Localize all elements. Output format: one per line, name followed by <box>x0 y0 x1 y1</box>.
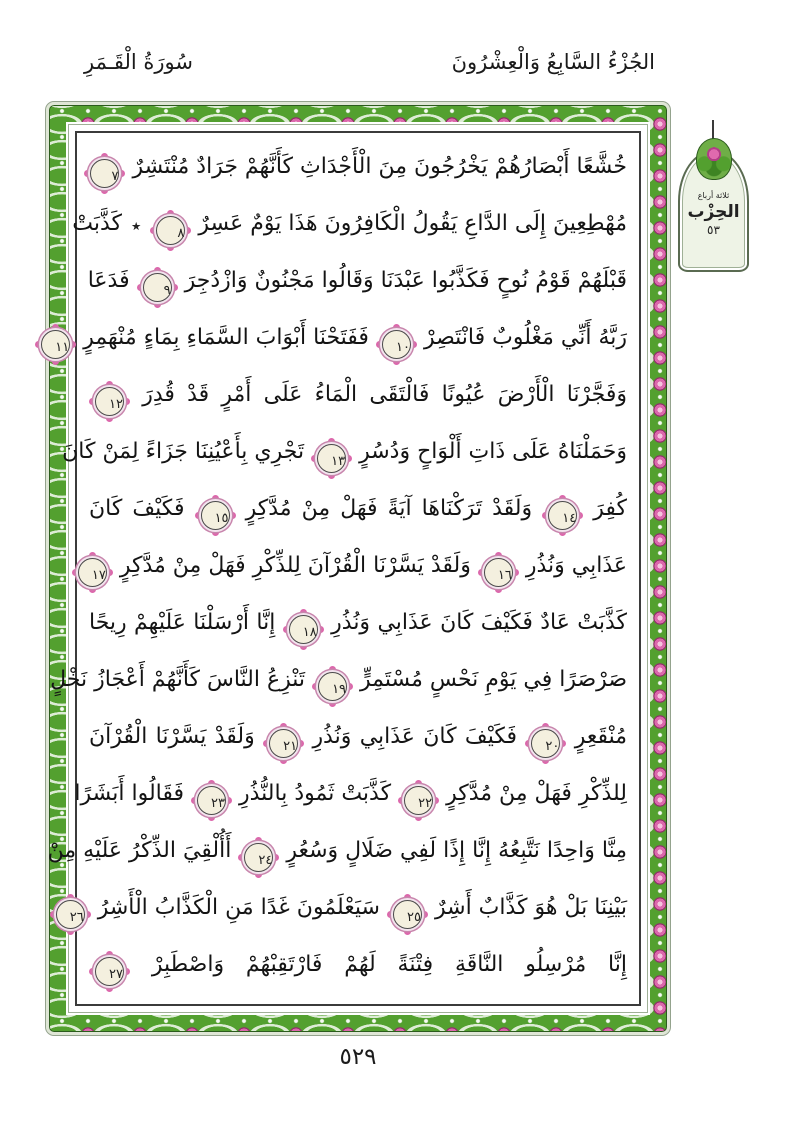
ayah-number: ٨ <box>177 226 185 241</box>
ayah-number: ١٥ <box>214 511 229 526</box>
verse-text: سَيَعْلَمُونَ غَدًا مَنِ الْكَذَّابُ الْأَشِرُ <box>97 895 380 920</box>
mushaf-line <box>62 423 627 480</box>
ayah-end-rosette-marker <box>318 672 347 701</box>
ayah-number: ١١ <box>55 340 70 355</box>
hizb-fraction-label: ثلاثة أرباع <box>697 191 730 200</box>
verse-text: إِنَّا أَرْسَلْنَا عَلَيْهِمْ رِيحًا <box>89 610 276 635</box>
verse-text: كَذَّبَتْ <box>72 211 122 236</box>
ayah-number: ٢٧ <box>109 967 123 982</box>
mushaf-line <box>89 936 627 993</box>
ayah-number: ١٢ <box>109 397 123 412</box>
verse-text: وَحَمَلْنَاهُ عَلَى ذَاتِ أَلْوَاحٍ وَدُسُرٍ <box>359 439 627 464</box>
ayah-end-rosette-marker <box>95 957 124 986</box>
ayah-number: ٢٥ <box>407 910 421 925</box>
verse-text: مُنْقَعِرٍ <box>574 724 628 749</box>
mushaf-line <box>89 138 627 195</box>
ayah-number: ٢٣ <box>211 796 225 811</box>
mushaf-line <box>89 480 627 537</box>
mushaf-line <box>50 651 627 708</box>
verse-text: تَنْزِعُ النَّاسَ كَأَنَّهُمْ أَعْجَازُ نَخْلٍ <box>50 667 306 692</box>
verse-text: صَرْصَرًا فِي يَوْمِ نَحْسٍ مُسْتَمِرٍّ <box>360 667 627 692</box>
hizb-number: ٥٣ <box>707 223 720 237</box>
ayah-end-rosette-marker <box>56 900 85 929</box>
ayah-end-rosette-marker <box>289 615 318 644</box>
ornamental-floral-border <box>46 102 670 1035</box>
verse-text: وَفَجَّرْنَا الْأَرْضَ عُيُونًا فَالْتَقَى الْمَاءُ عَلَى أَمْرٍ قَدْ قُدِرَ <box>142 382 628 407</box>
verse-text: لِلذِّكْرِ فَهَلْ مِنْ مُدَّكِرٍ <box>446 781 627 806</box>
text-frame <box>47 131 641 1006</box>
verse-text: وَلَقَدْ يَسَّرْنَا الْقُرْآنَ لِلذِّكْرِ فَهَلْ مِنْ مُدَّكِرٍ <box>119 553 471 578</box>
ayah-number: ٢٠ <box>545 739 560 754</box>
ayah-number: ١٤ <box>562 511 577 526</box>
ayah-end-rosette-marker <box>404 786 433 815</box>
verse-text: فَدَعَا <box>87 268 130 293</box>
ayah-number: ٢٢ <box>418 796 433 811</box>
mushaf-lines <box>47 133 639 1004</box>
mushaf-line <box>89 252 627 309</box>
ayah-number: ١٦ <box>497 568 512 583</box>
ayah-end-rosette-marker <box>244 843 273 872</box>
ayah-number: ٢١ <box>283 739 298 754</box>
verse-text: رَبَّهُ أَنِّي مَغْلُوبٌ فَانْتَصِرْ <box>423 325 627 350</box>
verse-text: عَذَابِي وَنُذُرِ <box>525 553 627 578</box>
ayah-number: ١٩ <box>332 682 347 697</box>
verse-text: أَأُلْقِيَ الذِّكْرُ عَلَيْهِ مِنْ <box>47 838 232 863</box>
verse-text: مُهْطِعِينَ إِلَى الدَّاعِ يَقُولُ الْكَافِرُونَ هَذَا يَوْمٌ عَسِرٌ <box>198 211 627 236</box>
mushaf-line <box>89 537 627 594</box>
ayah-end-rosette-marker <box>156 216 185 245</box>
ayah-end-rosette-marker <box>317 444 346 473</box>
verse-text: كُفِرَ <box>593 496 627 521</box>
ayah-end-rosette-marker <box>90 159 119 188</box>
ayah-end-rosette-marker <box>269 729 298 758</box>
mushaf-line <box>89 366 627 423</box>
mushaf-line <box>69 879 627 936</box>
verse-text: خُشَّعًا أَبْصَارُهُمْ يَخْرُجُونَ مِنَ الْأَجْدَاثِ كَأَنَّهُمْ جَرَادٌ مُنْتَشِرٌ <box>132 154 627 179</box>
juz-header: الجُزْءُ السَّابِعُ وَالْعِشْرُونَ <box>451 50 655 74</box>
verse-text: إِنَّا مُرْسِلُو النَّاقَةِ فِتْنَةً لَهُمْ فَارْتَقِبْهُمْ وَاصْطَبِرْ <box>151 952 627 977</box>
ayah-end-rosette-marker <box>197 786 226 815</box>
ayah-end-rosette-marker <box>95 387 124 416</box>
ayah-end-rosette-marker <box>78 558 107 587</box>
mushaf-line <box>55 309 627 366</box>
verse-text: فَكَيْفَ كَانَ عَذَابِي وَنُذُرِ <box>312 724 518 749</box>
page-number: ٥٢٩ <box>339 1044 377 1070</box>
ayah-end-rosette-marker <box>382 330 411 359</box>
mushaf-line <box>89 708 627 765</box>
ayah-number: ١٧ <box>91 568 106 583</box>
mushaf-line <box>74 765 627 822</box>
verse-text: كَذَّبَتْ عَادٌ فَكَيْفَ كَانَ عَذَابِي وَنُذُرِ <box>331 610 627 635</box>
ayah-end-rosette-marker <box>393 900 422 929</box>
verse-text: كَذَّبَتْ ثَمُودُ بِالنُّذُرِ <box>239 781 392 806</box>
ayah-end-rosette-marker <box>548 501 577 530</box>
ayah-number: ١٣ <box>331 454 346 469</box>
mushaf-line <box>47 822 627 879</box>
verse-text: مِنَّا وَاحِدًا نَتَّبِعُهُ إِنَّا إِذًا لَفِي ضَلَالٍ وَسُعُرٍ <box>286 838 627 863</box>
ayah-number: ٧ <box>111 169 119 184</box>
mushaf-line <box>89 594 627 651</box>
ayah-number: ٢٤ <box>258 853 273 868</box>
ayah-number: ١٨ <box>302 625 317 640</box>
ayah-number: ٩ <box>163 283 171 298</box>
ayah-number: ٢٦ <box>69 910 84 925</box>
hizb-marker-text <box>680 190 747 238</box>
hizb-flower-icon <box>696 138 732 180</box>
ayah-number: ١٠ <box>395 340 410 355</box>
rub-el-hizb-star-icon: ٭ <box>130 215 142 237</box>
verse-text: قَبْلَهُمْ قَوْمُ نُوحٍ فَكَذَّبُوا عَبْدَنَا وَقَالُوا مَجْنُونٌ وَازْدُجِرَ <box>184 268 627 293</box>
verse-text: وَلَقَدْ تَرَكْنَاهَا آيَةً فَهَلْ مِنْ مُدَّكِرٍ <box>245 496 533 521</box>
ayah-end-rosette-marker <box>143 273 172 302</box>
verse-text: فَكَيْفَ كَانَ <box>89 496 185 521</box>
ayah-end-rosette-marker <box>41 330 70 359</box>
hizb-label: الحِزْب <box>687 202 740 222</box>
verse-text: فَفَتَحْنَا أَبْوَابَ السَّمَاءِ بِمَاءٍ مُنْهَمِرٍ <box>83 325 369 350</box>
ayah-end-rosette-marker <box>531 729 560 758</box>
verse-text: فَقَالُوا أَبَشَرًا <box>74 781 184 806</box>
hizb-marker <box>678 150 749 272</box>
surah-header: سُورَةُ الْقَـمَرِ <box>84 50 193 74</box>
mushaf-line <box>72 195 627 252</box>
verse-text: وَلَقَدْ يَسَّرْنَا الْقُرْآنَ <box>89 724 255 749</box>
verse-text: بَيْنِنَا بَلْ هُوَ كَذَّابٌ أَشِرٌ <box>435 895 627 920</box>
ayah-end-rosette-marker <box>201 501 230 530</box>
ayah-end-rosette-marker <box>484 558 513 587</box>
verse-text: تَجْرِي بِأَعْيُنِنَا جَزَاءً لِمَنْ كَانَ <box>62 439 305 464</box>
